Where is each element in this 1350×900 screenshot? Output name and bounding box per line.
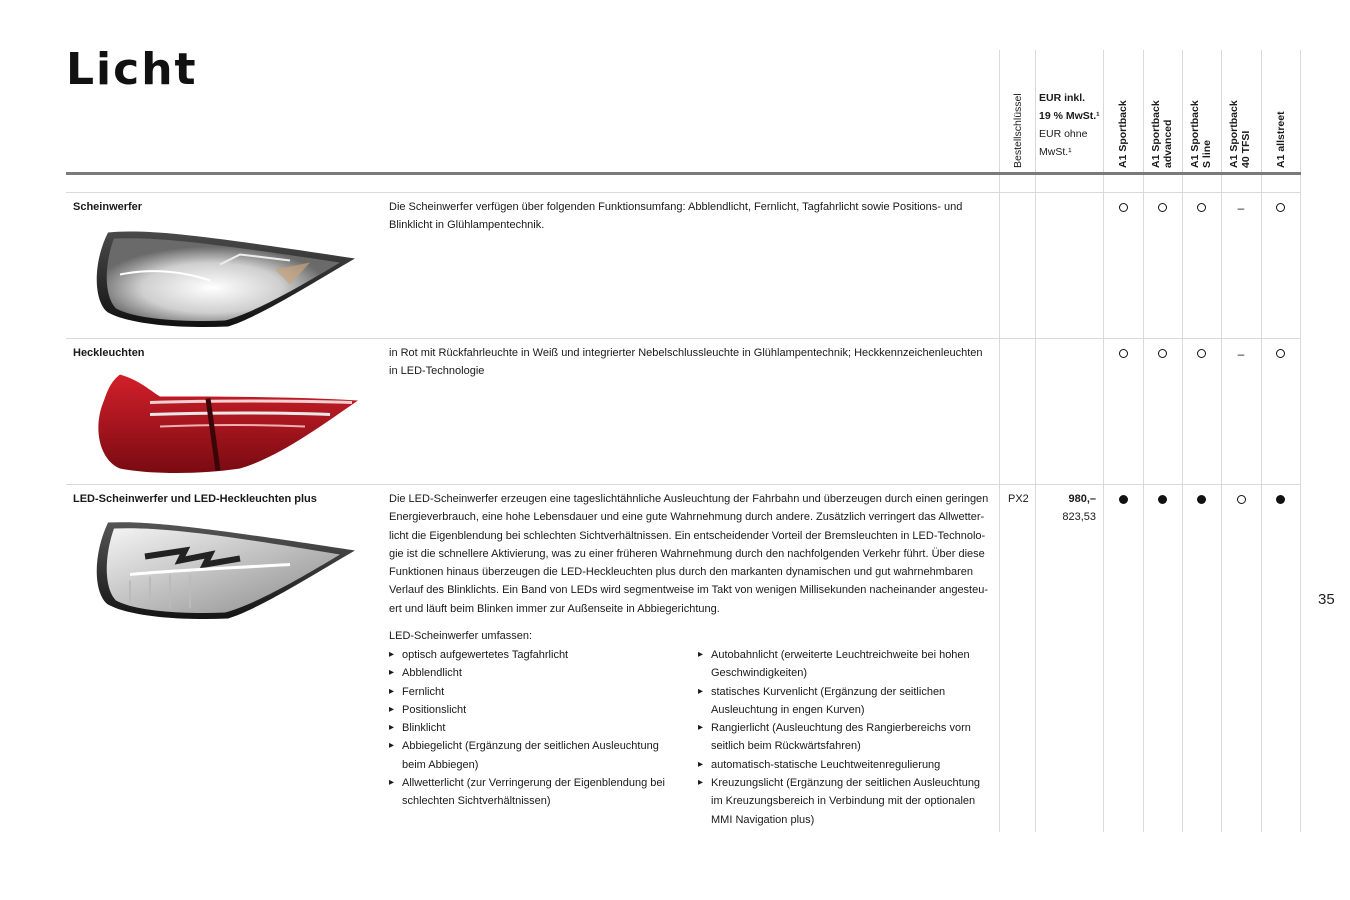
feature-list-right [698, 646, 990, 829]
header-rule [66, 172, 1301, 175]
price [1039, 490, 1096, 527]
availability-mark [1117, 494, 1129, 506]
availability-mark [1117, 202, 1129, 214]
feature-name: LED-Scheinwerfer und LED-Heckleuchten plus [73, 493, 317, 505]
page-number: 35 [1318, 591, 1335, 608]
header-model-a1-sportback-40-tfsi: A1 Sportback 40 TFSI [1228, 100, 1252, 168]
list-item: ▸ automatisch-statische Leuchtweitenregulierung [698, 756, 990, 774]
price-excl-vat: 823,53 [1062, 511, 1096, 524]
list-item: ▸ Fernlicht [389, 683, 679, 701]
list-item: ▸ Rangierlicht (Ausleuchtung des Rangierbereichs vorn seitlich beim Rückwärtsfahren) [698, 719, 990, 756]
feature-name: Heckleuchten [73, 347, 145, 359]
list-item: ▸ Abbiegelicht (Ergänzung der seitlichen Ausleuchtung beim Abbiegen) [389, 737, 679, 774]
feature-description: Die Scheinwerfer verfügen über folgenden Funktionsumfang: Abblendlicht, Fernlicht, Tagfahrlicht sowie Positions- und Blinklicht in Glühlampentechnik. [389, 201, 963, 232]
header-model-a1-sportback-s-line: A1 Sportback S line [1189, 100, 1213, 168]
availability-mark [1274, 348, 1286, 360]
availability-mark [1274, 494, 1286, 506]
feature-list [389, 646, 989, 836]
header-order-key: Bestellschlüssel [1012, 93, 1024, 168]
led-headlight-image [90, 514, 362, 629]
grid-line [1035, 50, 1036, 832]
grid-line [999, 50, 1000, 832]
taillight-image [90, 368, 362, 483]
list-item: ▸ Positionslicht [389, 701, 679, 719]
availability-mark [1195, 348, 1207, 360]
grid-line [1300, 50, 1301, 832]
grid-line [1143, 50, 1144, 832]
headlight-image [90, 222, 362, 337]
list-item: ▸ optisch aufgewertetes Tagfahrlicht [389, 646, 679, 664]
row-divider [66, 338, 1301, 339]
order-code: PX2 [1008, 493, 1029, 505]
list-intro: LED-Scheinwerfer umfassen: [389, 630, 533, 643]
price-incl-vat: 980,– [1068, 493, 1096, 505]
row-divider [66, 192, 1301, 193]
availability-mark [1156, 494, 1168, 506]
row-divider [66, 484, 1301, 485]
grid-line [1103, 50, 1104, 832]
availability-mark [1117, 348, 1129, 360]
led-description-text: Die LED-Scheinwerfer erzeugen eine tageslichtähnliche Ausleuchtung der Fahrbahn und überzeugen durch einen geringen Energieverbrauch, eine hohe Lebensdauer und eine gute Wahrnehmung durch andere. Zusätzlich verringert das Allwetterlicht die Eigenblendung bei schlechten Sichtverhältnissen. Ein entscheidender Vorteil der Bremsleuchten in LED-Technologie ist die schnellere Aktivierung, was zu einer früheren Wahrnehmung durch den nachfolgenden Verkehr führt. Über diese Funktionen hinaus überzeugen die LED-Heckleuchten plus durch den markanten dynamischen und gut wahrnehmbaren Verlauf des Blinklichts. Ein Band von LEDs wird segmentweise im Takt von wenigen Millisekunden nacheinander angesteuert und läuft beim Blinken immer zur Außenseite in Abbiegerichtung. [389, 493, 989, 615]
grid-line [1261, 50, 1262, 832]
availability-mark [1195, 202, 1207, 214]
list-item: ▸ Autobahnlicht (erweiterte Leuchtreichweite bei hohen Geschwindigkeiten) [698, 646, 990, 683]
availability-mark: – [1237, 201, 1245, 215]
list-item: ▸ Kreuzungslicht (Ergänzung der seitlichen Ausleuchtung im Kreuzungsbereich in Verbindung mit der optionalen MMI Navigation plus) [698, 774, 990, 829]
header-model-a1-allstreet: A1 allstreet [1275, 111, 1287, 168]
feature-description: in Rot mit Rückfahrleuchte in Weiß und integrierter Nebelschlussleuchte in Glühlampentechnik; Heckkennzeichenleuchten in LED-Technologie [389, 347, 983, 378]
feature-name: Scheinwerfer [73, 201, 143, 213]
availability-mark [1235, 494, 1247, 506]
header-model-a1-sportback: A1 Sportback [1117, 100, 1129, 168]
list-item: ▸ Abblendlicht [389, 664, 679, 682]
availability-mark: – [1237, 347, 1245, 361]
page-title: Licht [66, 44, 198, 95]
feature-list-left [389, 646, 679, 811]
availability-mark [1156, 348, 1168, 360]
list-item: ▸ statisches Kurvenlicht (Ergänzung der seitlichen Ausleuchtung in engen Kurven) [698, 683, 990, 720]
availability-mark [1156, 202, 1168, 214]
list-item: ▸ Blinklicht [389, 719, 679, 737]
list-item: ▸ Allwetterlicht (zur Verringerung der Eigenblendung bei schlechten Sichtverhältnissen) [389, 774, 679, 811]
feature-description [389, 490, 989, 645]
grid-line [1221, 50, 1222, 832]
header-model-a1-sportback-advanced: A1 Sportback advanced [1150, 100, 1174, 168]
header-price: EUR inkl. 19 % MwSt.¹ EUR ohne MwSt.¹ [1039, 92, 1100, 158]
availability-mark [1274, 202, 1286, 214]
grid-line [1182, 50, 1183, 832]
availability-mark [1195, 494, 1207, 506]
